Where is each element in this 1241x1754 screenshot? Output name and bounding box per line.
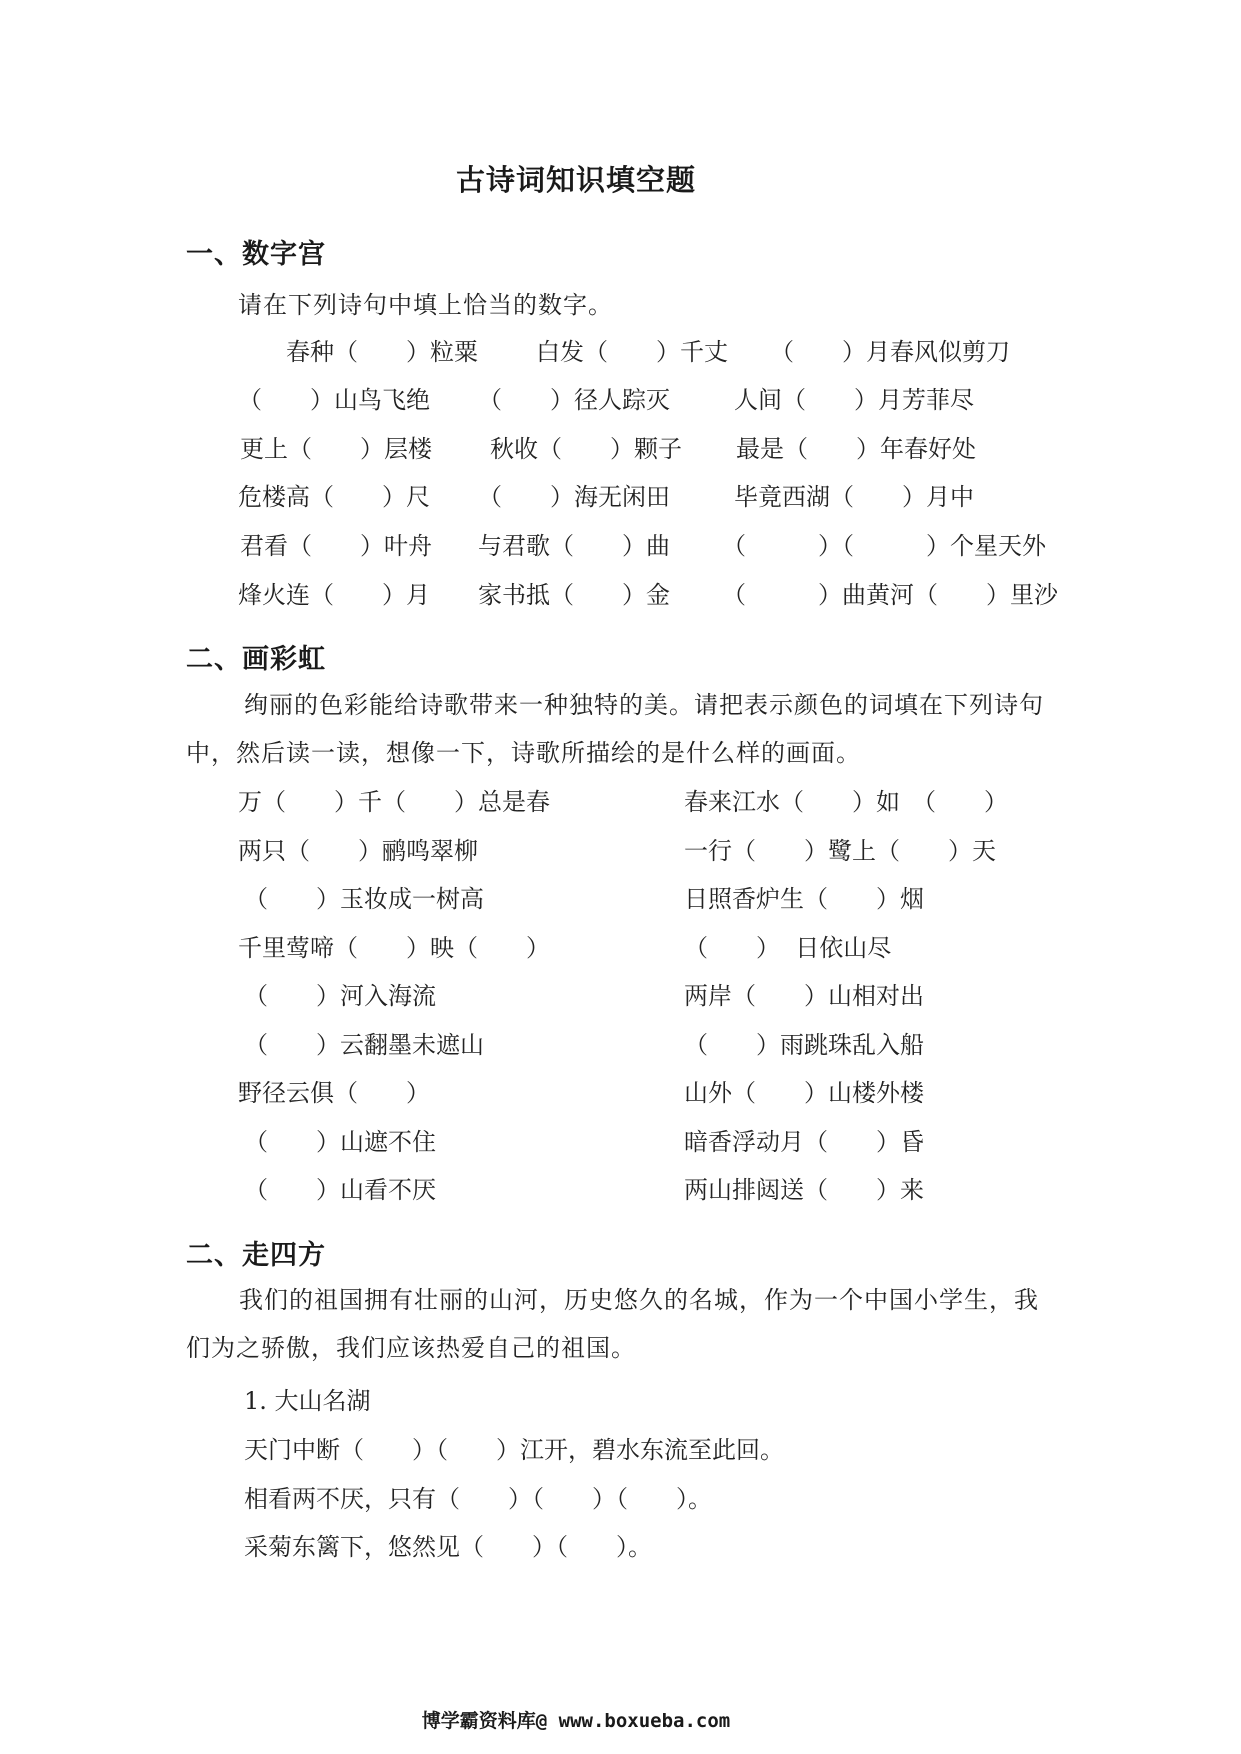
section-1-instruction: 请在下列诗句中填上恰当的数字。 (238, 291, 613, 319)
section-1-heading: 一、数字宫 (186, 239, 326, 270)
section-1-item: 君看（ ）叶舟 (240, 532, 432, 560)
section-2-item: 春来江水（ ）如 （ ） (684, 788, 1008, 816)
section-1-item: 秋收（ ）颗子 (490, 435, 682, 463)
section-1-item: 烽火连（ ）月 (238, 581, 430, 609)
section-2-item: 万（ ）千（ ）总是春 (238, 788, 550, 816)
section-2-intro: 中，然后读一读，想像一下，诗歌所描绘的是什么样的画面。 (186, 739, 861, 767)
section-3-item: 相看两不厌，只有（ ）（ ）（ ）。 (244, 1485, 712, 1513)
section-2-item: （ ）河入海流 (244, 982, 436, 1010)
section-1-item: 毕竟西湖（ ）月中 (734, 483, 974, 511)
section-2-item: 两山排闼送（ ）来 (684, 1176, 924, 1204)
section-1-item: （ ）（ ）个星天外 (722, 532, 1046, 560)
section-1-item: 春种（ ）粒粟 (286, 338, 478, 366)
section-2-heading: 二、画彩虹 (186, 644, 326, 675)
section-2-item: （ ）山看不厌 (244, 1176, 436, 1204)
section-2-item: 两只（ ）鹂鸣翠柳 (238, 837, 478, 865)
section-1-item: 与君歌（ ）曲 (478, 532, 670, 560)
section-1-item: 人间（ ）月芳菲尽 (734, 386, 974, 414)
section-2-item: （ ） 日依山尽 (684, 934, 892, 962)
section-2-item: 千里莺啼（ ）映（ ） (238, 934, 550, 962)
section-3-subheading: 1. 大山名湖 (244, 1387, 371, 1415)
section-2-item: （ ）云翻墨未遮山 (244, 1031, 484, 1059)
section-1-item: 最是（ ）年春好处 (736, 435, 976, 463)
section-1-item: 白发（ ）千丈 (536, 338, 728, 366)
section-3-item: 天门中断（ ）（ ）江开，碧水东流至此回。 (244, 1436, 784, 1464)
section-1-item: 家书抵（ ）金 (478, 581, 670, 609)
section-1-item: （ ）山鸟飞绝 (238, 386, 430, 414)
section-2-item: （ ）玉妆成一树高 (244, 885, 484, 913)
section-1-item: （ ）径人踪灭 (478, 386, 670, 414)
section-1-item: （ ）海无闲田 (478, 483, 670, 511)
section-2-item: 野径云俱（ ） (238, 1079, 430, 1107)
section-2-item: 日照香炉生（ ）烟 (684, 885, 924, 913)
page-title: 古诗词知识填空题 (455, 163, 696, 197)
section-2-item: （ ）山遮不住 (244, 1128, 436, 1156)
section-1-item: 危楼高（ ）尺 (238, 483, 430, 511)
section-1-item: （ ）月春风似剪刀 (770, 338, 1010, 366)
section-2-item: 一行（ ）鹭上（ ）天 (684, 837, 996, 865)
section-3-intro: 我们的祖国拥有壮丽的山河，历史悠久的名城，作为一个中国小学生，我们为之骄傲，我们应该热爱自己的祖国。 (186, 1286, 1039, 1362)
section-2-item: 暗香浮动月（ ）昏 (684, 1128, 924, 1156)
section-3-item: 采菊东篱下，悠然见（ ）（ ）。 (244, 1533, 652, 1561)
section-2-item: 山外（ ）山楼外楼 (684, 1079, 924, 1107)
section-1-item: （ ）曲黄河（ ）里沙 (722, 581, 1058, 609)
section-3-heading: 二、走四方 (186, 1240, 326, 1271)
footer-watermark: 博学霸资料库@ www.boxueba.com (421, 1710, 731, 1732)
section-1-item: 更上（ ）层楼 (240, 435, 432, 463)
section-2-intro: 绚丽的色彩能给诗歌带来一种独特的美。请把表示颜色的词填在下列诗句 (244, 691, 1044, 719)
section-2-item: （ ）雨跳珠乱入船 (684, 1031, 924, 1059)
section-2-item: 两岸（ ）山相对出 (684, 982, 924, 1010)
